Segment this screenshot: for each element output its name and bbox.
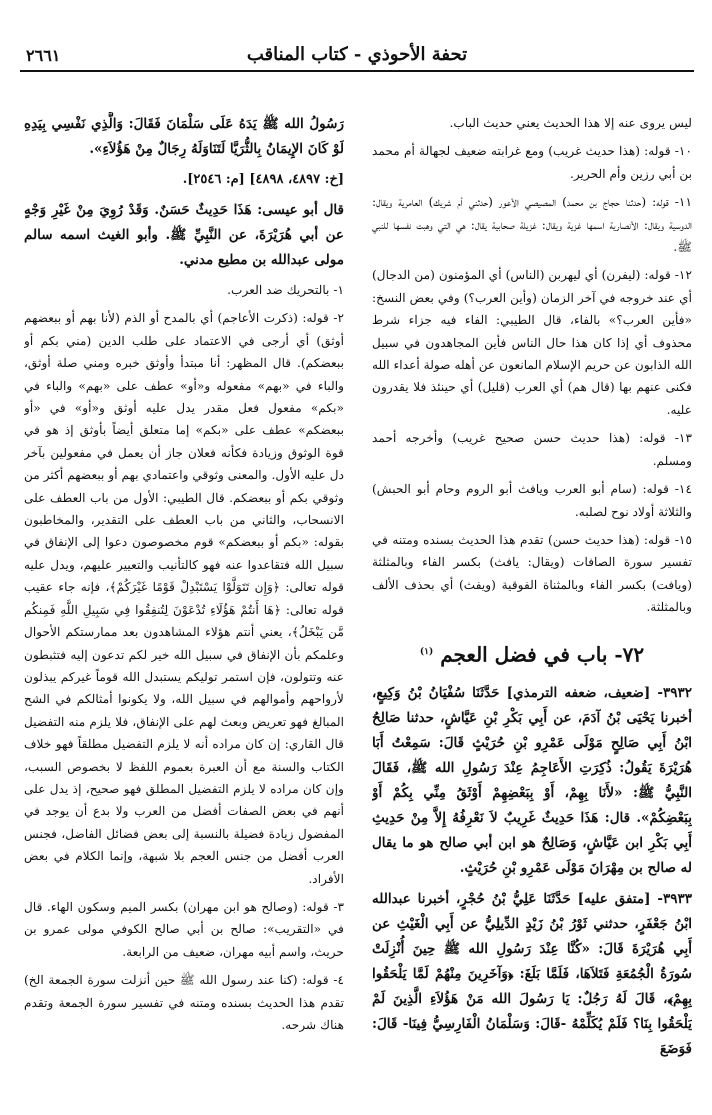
left-column	[24, 112, 344, 1095]
page-number: ٢٦٦١	[26, 46, 61, 65]
running-title: تحفة الأحوذي - كتاب المناقب	[246, 44, 468, 65]
note-12: ١٢- قوله: (ليفرن) أي ليهربن (الناس) أي المؤمنون (من الدجال) أي عند خروجه في آخر الزمان (وأين العرب؟) وفي بعض النسخ: «فأين العرب؟» بالفاء، قال الطيبي: الفاء فيه جزاء شرط محذوف أي إذا كان هذا حال الناس فأين المجاهدون في سبيل الله الذابون عن حريم الإسلام المانعون عن أهله صولة أعداء الله فكنى عنهم بها (قال هم) أي العرب (قليل) أي حينئذ فلا يقدرون عليه.	[372, 268, 692, 417]
hadith-3933: ٣٩٣٣- [متفق عليه] حَدَّثَنَا عَلِيُّ بْنُ حُجْرٍ، أخبرنا عبدالله ابْنُ جَعْفَرٍ، حدثني ثَوْرُ بْنُ زَيْدٍ الدِّيلِيُّ عن أَبِي الْغَيْثِ عن أَبِي هُرَيْرَةَ قَالَ: «كُنَّا عِنْدَ رَسُولِ الله ﷺ حِينَ أُنْزِلَتْ سُورَةُ الْجُمُعَةِ فَتَلاَهَا، فَلَمَّا بَلَغَ: ﴿وَآخَرِينَ مِنْهُمْ لَمَّا يَلْحَقُوا بِهِمْ﴾، قَالَ لَهُ رَجُلٌ: يَا رَسُولَ الله مَنْ هَؤُلاَءِ الَّذِينَ لَمْ يَلْحَقُوا بِنَا؟ فَلَمْ يُكَلِّمْهُ -قَالَ: وَسَلْمَانُ الْفَارِسِيُّ فِينَا- قَالَ: فَوَضَعَ	[372, 891, 692, 1058]
note-11: ١١- قوله: (حدثنا حجاج بن محمد) المصيصي الأعور (حدثني أم شريك) العامرية ويقال: الدوسية ويقال: الأنصارية اسمها غزية ويقال: غزيلة صحابية يقال: هي التي وهبت نفسها للنبي ﷺ.	[372, 195, 692, 255]
right-column	[372, 112, 692, 1095]
note-2: ٢- قوله: (ذكرت الأعاجم) أي بالمدح أو الذم (لأنا بهم أو ببعضهم أوثق) أي أرجى في الاعتماد على طلب الدين (مني بكم أو ببعضكم). قال المظهر: أنا مبتدأ وأوثق خبره ومني صلة أوثق، والباء في «بهم» مفعوله و«أو» عطف على «بهم» والباء في «بكم» مفعول فعل مقدر يدل عليه أوثق و«أو» في «أو ببعضكم» عطف على «بكم» إما متعلق أيضاً بأوثق إذ هو في قوة الوثوق وزيادة فكأنه فعلان جاز أن يعمل في مفعولين بآخر دل عليه الأول. والمعنى وثوقي واعتمادي بهم أو ببعضهم أكثر من وثوقي بكم أو ببعضكم. قال الطيبي: الأول من باب العطف على الانسحاب، والثاني من باب العطف على التقدير، والمخاطبون بقوله: «بكم أو ببعضكم» قوم مخصوصون دعوا إلى الإنفاق في سبيل الله فتقاعدوا عنه فهو كالتأنيب والتعيير عليهم، ويدل عليه قوله تعالى: ﴿وَإِن تَتَوَلَّوْا يَسْتَبْدِلْ قَوْمًا غَيْرَكُمْ﴾، فإنه جاء عقيب قوله تعالى: ﴿هَا أَنتُمْ هَؤُلَاءِ تُدْعَوْنَ لِتُنفِقُوا فِي سَبِيلِ اللَّهِ فَمِنكُم مَّن يَبْخَلُ﴾، يعني أنتم هؤلاء المشاهدون بعد ممارستكم الأحوال وعلمكم بأن الإنفاق في سبيل الله خير لكم تدعون إليه فتثبطون عنه وتتولون، فإن استمر توليكم يستبدل الله قوماً غيركم يبذلون لأرواحهم وأموالهم في سبيل الله، ولا يكونوا أمثالكم في الشح المبالغ فهو تعريض وبعث لهم على الإنفاق، فلا يلزم منه التفضيل قال القاري: إن كان مراده أنه لا يلزم التفضيل مطلقاً فهو خلاف الكتاب والسنة مع أن العبرة بعموم اللفظ لا بخصوص السبب، وإن كان مراده لا يلزم التفضيل المطلق فهو صحيح، إذ يدل على أنهم في بعض الصفات أفضل من العرب ولا بدع أن يوجد في المفضول زيادة فضيلة بالنسبة إلى بعض فضائل الفاضل، فجنس العرب أفضل من جنس العجم بلا شبهة، وإنما الكلام في بعض الأفراد.	[24, 311, 344, 886]
note-15: ١٥- قوله: (هذا حديث حسن) تقدم هذا الحديث بسنده ومتنه في تفسير سورة الصافات (ويقال: يافث) بكسر الفاء وبالمثلثة (ويافت) بكسر الفاء وبالمثناة الفوقية (ويفث) أي بحذف الألف وبالمثلثة.	[372, 532, 692, 615]
note-paragraph: ليس يروى عنه إلا هذا الحديث يعني حديث الباب.	[449, 116, 692, 130]
note-10: ١٠- قوله: (هذا حديث غريب) ومع غرابته ضعيف لجهالة أم محمد بن أبي رزين وأم الحرير.	[372, 144, 692, 181]
note-13: ١٣- قوله: (هذا حديث حسن صحيح غريب) وأخرجه أحمد ومسلم.	[372, 431, 692, 468]
note-3: ٣- قوله: (وصالح هو ابن مهران) بكسر الميم وسكون الهاء. قال في «التقريب»: صالح بن أبي صالح الكوفي مولى عمرو بن حريث، واسم أبيه مهران، ضعيف من الرابعة.	[24, 899, 344, 959]
chapter-title: ٧٢- باب في فضل العجم	[440, 642, 645, 667]
hadith-reference: [خ: ٤٨٩٧، ٤٨٩٨] [م: ٢٥٤٦].	[182, 172, 344, 187]
hadith-3932: ٣٩٣٢- [ضعيف، ضعفه الترمذي] حَدَّثَنَا سُفْيَانُ بْنُ وَكِيعٍ، أخبرنا يَحْيَى بْنُ آدَمَ، عن أَبِي بَكْرِ بْنِ عَيَّاشٍ، حدثنا صَالِحُ ابْنُ أَبِي صَالِحٍ مَوْلَى عَمْرِو بْنِ حُرَيْثٍ قَالَ: سَمِعْتُ أَبَا هُرَيْرَةَ يَقُولُ: ذُكِرَتِ الأَعَاجِمُ عِنْدَ رَسُولِ الله ﷺ، فَقَالَ النَّبِيُّ ﷺ: «لأَنَا بِهِمْ، أَوْ بِبَعْضِهِمْ أَوْثَقُ مِنِّي بِكُمْ أَوْ بِبَعْضِكُمْ». قال: هَذَا حَدِيثٌ غَرِيبٌ لاَ نَعْرِفُهُ إِلاَّ مِنْ حَدِيثِ أَبِي بَكْرِ ابن عَيَّاشٍ، وَصَالِحٌ هو ابن أبي صالح هو ما يقال له صالح بن مِهْرَانَ مَوْلَى عَمْرِو بْنِ حُرَيْثٍ.	[372, 685, 692, 877]
note-14: ١٤- قوله: (سام أبو العرب ويافث أبو الروم وحام أبو الحبش) والثلاثة أولاد نوح لصلبه.	[372, 482, 692, 519]
note-1: ١- بالتحريك ضد العرب.	[227, 283, 344, 297]
page-header	[20, 40, 694, 72]
hadith-grade: قال أبو عيسى: هَذَا حَدِيثٌ حَسَنٌ. وَقَدْ رُوِيَ مِنْ غَيْرِ وَجْهٍ عن أبي هُرَيْرَةَ، عن النَّبِيِّ ﷺ. وأبو الغيث اسمه سالم مولى عبدالله بن مطيع مدني.	[24, 202, 344, 268]
chapter-footnote-mark: (١)	[419, 646, 434, 657]
chapter-heading	[372, 637, 692, 670]
hadith-continuation: رَسُولُ الله ﷺ يَدَهُ عَلَى سَلْمَانَ فَقَالَ: وَالَّذِي نَفْسِي بِيَدِهِ لَوْ كَانَ الإِيمَانُ بِالثُّرَيَّا لَتَنَاوَلَهُ رِجَالٌ مِنْ هَؤُلاَءِ».	[24, 116, 344, 157]
note-4: ٤- قوله: (كنا عند رسول الله ﷺ حين أنزلت سورة الجمعة الخ) تقدم هذا الحديث بسنده ومتنه في تفسير سورة الجمعة وتقدم هناك شرحه.	[24, 973, 344, 1032]
